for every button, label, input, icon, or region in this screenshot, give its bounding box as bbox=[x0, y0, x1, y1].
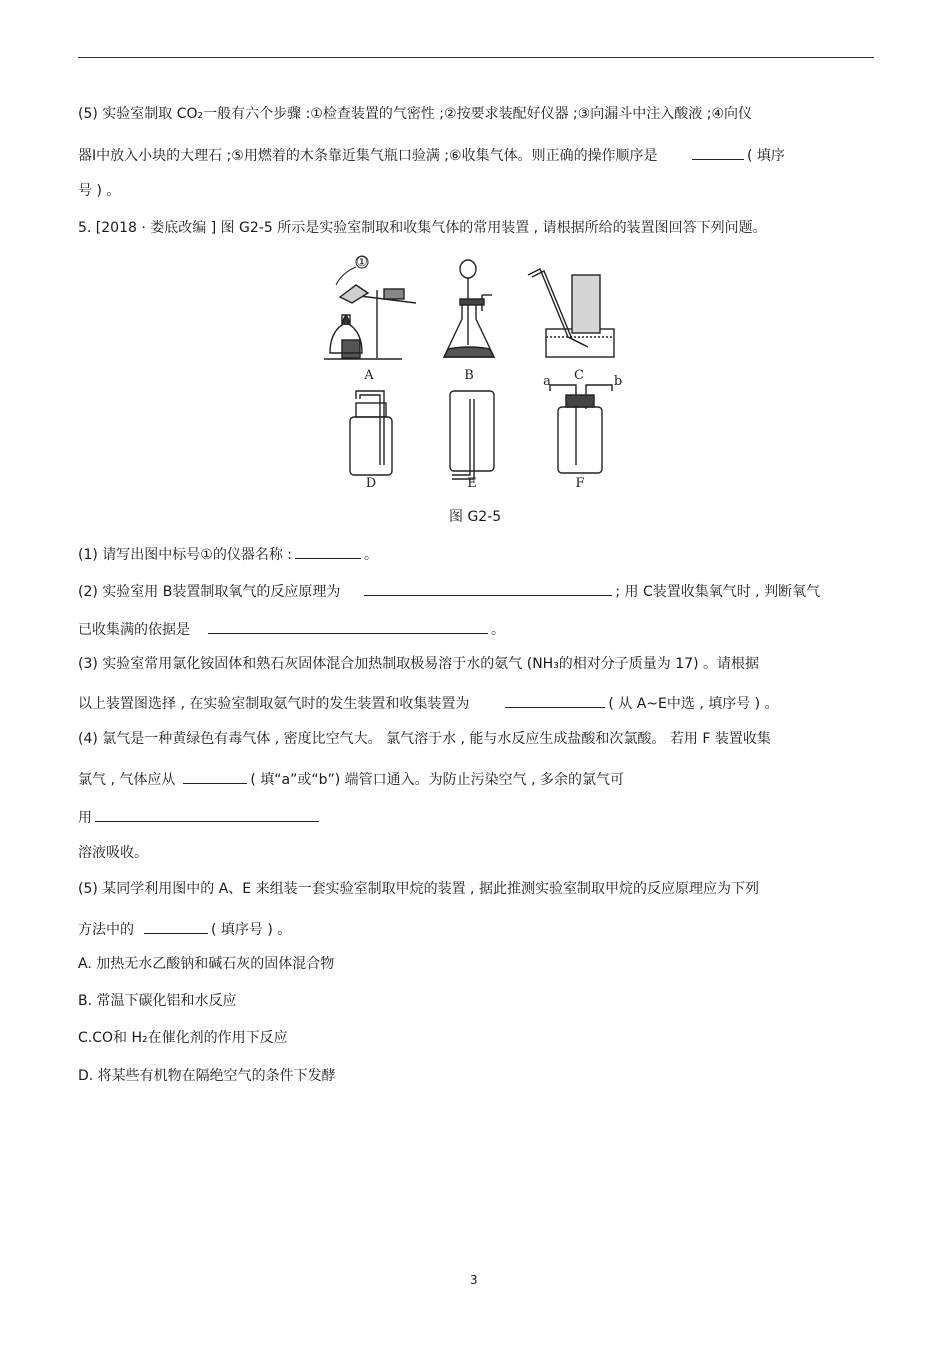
q5-answer-blank[interactable] bbox=[144, 917, 208, 934]
label-c: C bbox=[574, 368, 584, 383]
page-number: 3 bbox=[470, 1273, 478, 1287]
prev-q5-line1: (5) 实验室制取 CO₂一般有六个步骤 :①检查装置的气密性 ;②按要求装配好仪器 ;③向漏斗中注入酸液 ;④向仪 bbox=[78, 106, 753, 122]
label-b-port: b bbox=[613, 374, 623, 389]
q4-port-blank[interactable] bbox=[183, 767, 247, 784]
question-2-line1 bbox=[78, 579, 820, 602]
label-a-port: a bbox=[543, 374, 551, 389]
option-b: B. 常温下碳化铝和水反应 bbox=[78, 993, 237, 1009]
label-f: F bbox=[575, 476, 585, 489]
prev-q5-line2-suffix: ( 填序 bbox=[747, 148, 785, 164]
question-4-line1: (4) 氯气是一种黄绿色有毒气体 , 密度比空气大。 氯气溶于水 , 能与水反应生成盐酸和次氯酸。 若用 F 装置收集 bbox=[78, 731, 771, 747]
question-4-line2 bbox=[78, 767, 624, 790]
q4-text-2: 用 bbox=[78, 810, 92, 826]
label-d: D bbox=[365, 476, 377, 489]
q2-full-blank[interactable] bbox=[208, 617, 488, 634]
prev-q5-line2 bbox=[78, 143, 785, 166]
question-4-line3 bbox=[78, 805, 322, 828]
question-1 bbox=[78, 542, 378, 565]
q3-text-cont: ( 从 A~E中选 , 填序号 ) 。 bbox=[608, 696, 779, 712]
q1-answer-blank[interactable] bbox=[295, 542, 361, 559]
option-a: A. 加热无水乙酸钠和碱石灰的固体混合物 bbox=[78, 956, 335, 972]
q4-solution-blank[interactable] bbox=[95, 805, 319, 822]
option-c: C.CO和 H₂在催化剂的作用下反应 bbox=[78, 1030, 288, 1046]
q2-text-2: 已收集满的依据是 bbox=[78, 622, 190, 638]
question-4-line4: 溶液吸收。 bbox=[78, 845, 148, 861]
question-3-line1: (3) 实验室常用氯化铵固体和熟石灰固体混合加热制取极易溶于水的氨气 (NH₃的相对分子质量为 17) 。请根据 bbox=[78, 656, 759, 672]
header-rule bbox=[78, 57, 874, 58]
q4-text-cont: ( 填“a”或“b”) 端管口通入。为防止污染空气 , 多余的氯气可 bbox=[250, 772, 625, 788]
q1-text: (1) 请写出图中标号①的仪器名称 : bbox=[78, 547, 292, 563]
question-5-line2 bbox=[78, 917, 291, 940]
order-answer-blank[interactable] bbox=[692, 143, 744, 160]
q2-end: 。 bbox=[491, 622, 505, 638]
q3-answer-blank[interactable] bbox=[505, 691, 605, 708]
question-3-line2 bbox=[78, 691, 779, 714]
prev-q5-line3: 号 ) 。 bbox=[78, 183, 121, 199]
marker-label: ① bbox=[356, 255, 368, 270]
q2-text-cont: ; 用 C装置收集氧气时 , 判断氧气 bbox=[615, 584, 821, 600]
q4-text: 氯气 , 气体应从 bbox=[78, 772, 176, 788]
q1-end: 。 bbox=[364, 547, 378, 563]
label-b: B bbox=[464, 368, 474, 383]
q2-text: (2) 实验室用 B装置制取氧气的反应原理为 bbox=[78, 584, 341, 600]
figure-caption: 图 G2-5 bbox=[449, 509, 502, 525]
question-5-line1: (5) 某同学利用图中的 A、E 来组装一套实验室制取甲烷的装置 , 据此推测实验室制取甲烷的反应原理应为下列 bbox=[78, 881, 759, 897]
question-5-intro: 5. [2018 · 娄底改编 ] 图 G2-5 所示是实验室制取和收集气体的常用装置 , 请根据所给的装置图回答下列问题。 bbox=[78, 220, 767, 236]
label-e: E bbox=[467, 476, 477, 489]
q3-text: 以上装置图选择 , 在实验室制取氨气时的发生装置和收集装置为 bbox=[78, 696, 470, 712]
q2-principle-blank[interactable] bbox=[364, 579, 612, 596]
label-a: A bbox=[364, 368, 374, 383]
q5-text-cont: ( 填序号 ) 。 bbox=[211, 922, 292, 938]
apparatus-figure bbox=[322, 255, 623, 489]
question-2-line2 bbox=[78, 617, 505, 640]
option-d: D. 将某些有机物在隔绝空气的条件下发酵 bbox=[78, 1068, 336, 1084]
q5-text: 方法中的 bbox=[78, 922, 134, 938]
prev-q5-line2-text: 器Ⅰ中放入小块的大理石 ;⑤用燃着的木条靠近集气瓶口验满 ;⑥收集气体。则正确的操作顺序是 bbox=[78, 148, 658, 164]
